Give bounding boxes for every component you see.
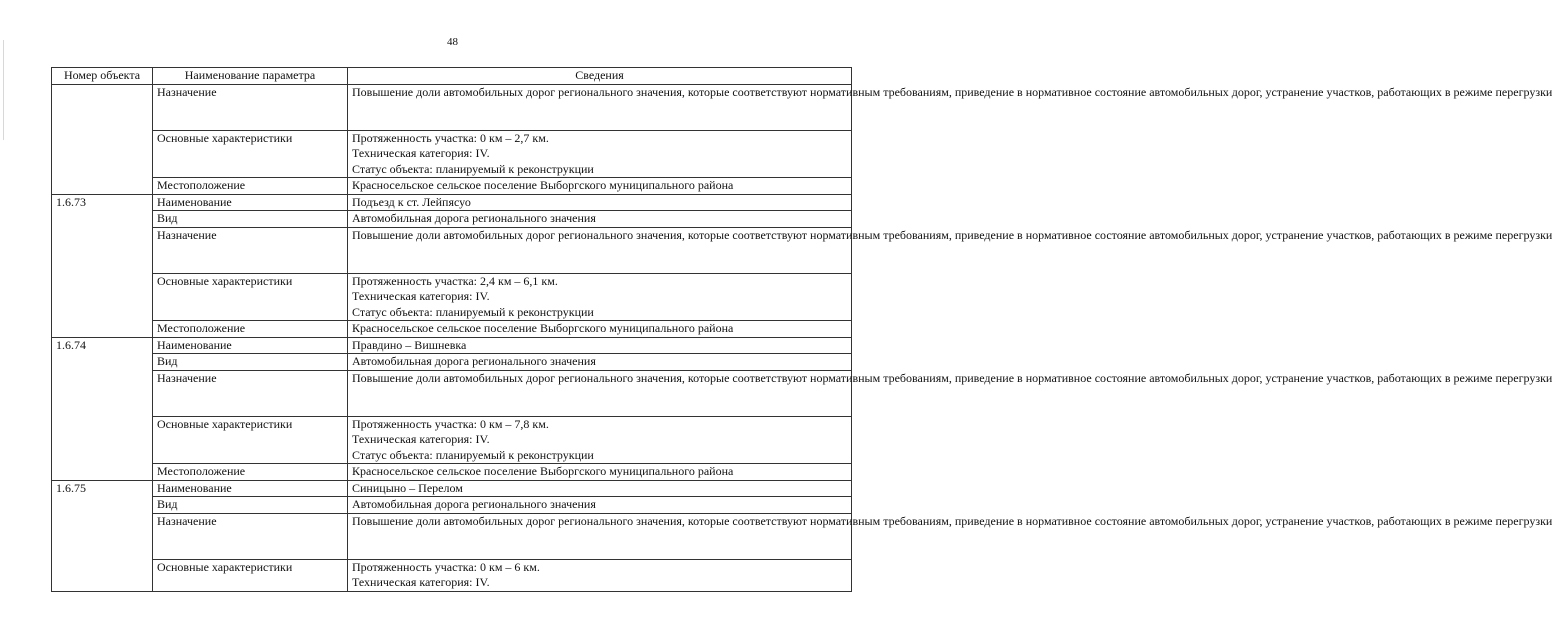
object-number-cell: 1.6.73: [52, 194, 153, 337]
param-label: Основные характеристики: [153, 416, 348, 464]
param-label: Вид: [153, 354, 348, 371]
param-value: Автомобильная дорога регионального значения: [348, 354, 852, 371]
table-row: [52, 464, 852, 481]
object-number-cell: [52, 84, 153, 194]
characteristics-line: Статус объекта: планируемый к реконструкции: [352, 161, 594, 176]
characteristics-line: Протяженность участка: 0 км – 2,7 км.: [352, 130, 549, 145]
page-number: 48: [447, 36, 458, 48]
header-parameter-name: Наименование параметра: [153, 68, 348, 85]
param-value: Синицыно – Перелом: [348, 480, 852, 497]
table-row: [52, 497, 852, 514]
table-row: [52, 321, 852, 338]
purpose-text: Повышение доли автомобильных дорог регионального значения, которые соответствуют нормативным требованиям, приведение в нормативное состояние автомобильных дорог, устранение участков, работающих в режиме перегрузки: [352, 370, 1552, 385]
param-label: Основные характеристики: [153, 130, 348, 178]
scan-edge-line: [3, 40, 4, 140]
param-label: Местоположение: [153, 321, 348, 338]
table-row: [52, 273, 852, 321]
characteristics-line: Статус объекта: планируемый к реконструкции: [352, 304, 594, 319]
characteristics-line: Статус объекта: планируемый к реконструкции: [352, 447, 594, 462]
param-label: Основные характеристики: [153, 273, 348, 321]
param-value: [348, 84, 1552, 130]
table-row: [52, 480, 852, 497]
param-label: Вид: [153, 211, 348, 228]
table-row: [52, 354, 852, 371]
param-label: Основные характеристики: [153, 559, 348, 591]
characteristics-line: Техническая категория: IV.: [352, 146, 490, 160]
characteristics-line: Протяженность участка: 0 км – 6 км.: [352, 559, 540, 574]
objects-table: [51, 67, 1552, 592]
param-label: Местоположение: [153, 178, 348, 195]
characteristics-line: Техническая категория: IV.: [352, 575, 490, 589]
param-label: Местоположение: [153, 464, 348, 481]
param-label: Назначение: [153, 513, 348, 559]
object-number-cell: 1.6.74: [52, 337, 153, 480]
param-label: Наименование: [153, 337, 348, 354]
table-row: [52, 416, 852, 464]
header-object-number: Номер объекта: [52, 68, 153, 85]
purpose-text: Повышение доли автомобильных дорог регионального значения, которые соответствуют нормативным требованиям, приведение в нормативное состояние автомобильных дорог, устранение участков, работающих в режиме перегрузки: [352, 227, 1552, 242]
param-value: Красносельское сельское поселение Выборгского муниципального района: [348, 178, 852, 195]
param-value: [348, 370, 1552, 416]
characteristics-line: Протяженность участка: 0 км – 7,8 км.: [352, 416, 549, 431]
param-value: Красносельское сельское поселение Выборгского муниципального района: [348, 464, 852, 481]
param-value: [348, 130, 852, 178]
table-row: [52, 370, 852, 416]
purpose-text: Повышение доли автомобильных дорог регионального значения, которые соответствуют нормативным требованиям, приведение в нормативное состояние автомобильных дорог, устранение участков, работающих в режиме перегрузки: [352, 84, 1552, 99]
param-label: Вид: [153, 497, 348, 514]
param-label: Назначение: [153, 84, 348, 130]
table-row: [52, 513, 852, 559]
param-value: Автомобильная дорога регионального значения: [348, 211, 852, 228]
param-value: [348, 513, 1552, 559]
table-row: [52, 84, 852, 130]
table-row: [52, 337, 852, 354]
param-label: Назначение: [153, 370, 348, 416]
param-value: [348, 227, 1552, 273]
param-value: Красносельское сельское поселение Выборгского муниципального района: [348, 321, 852, 338]
param-label: Наименование: [153, 194, 348, 211]
characteristics-line: Техническая категория: IV.: [352, 289, 490, 303]
param-value: [348, 416, 852, 464]
param-label: Наименование: [153, 480, 348, 497]
table-header-row: [52, 68, 852, 85]
table-row: [52, 194, 852, 211]
param-value: Подъезд к ст. Лейпясуо: [348, 194, 852, 211]
param-value: Автомобильная дорога регионального значения: [348, 497, 852, 514]
table-row: [52, 559, 852, 591]
table-row: [52, 130, 852, 178]
table-row: [52, 211, 852, 228]
table-row: [52, 178, 852, 195]
param-value: [348, 559, 852, 591]
object-number-cell: 1.6.75: [52, 480, 153, 591]
param-value: Правдино – Вишневка: [348, 337, 852, 354]
table-row: [52, 227, 852, 273]
characteristics-line: Техническая категория: IV.: [352, 432, 490, 446]
param-value: [348, 273, 852, 321]
param-label: Назначение: [153, 227, 348, 273]
characteristics-line: Протяженность участка: 2,4 км – 6,1 км.: [352, 273, 558, 288]
header-details: Сведения: [348, 68, 852, 85]
purpose-text: Повышение доли автомобильных дорог регионального значения, которые соответствуют нормативным требованиям, приведение в нормативное состояние автомобильных дорог, устранение участков, работающих в режиме перегрузки: [352, 513, 1552, 528]
